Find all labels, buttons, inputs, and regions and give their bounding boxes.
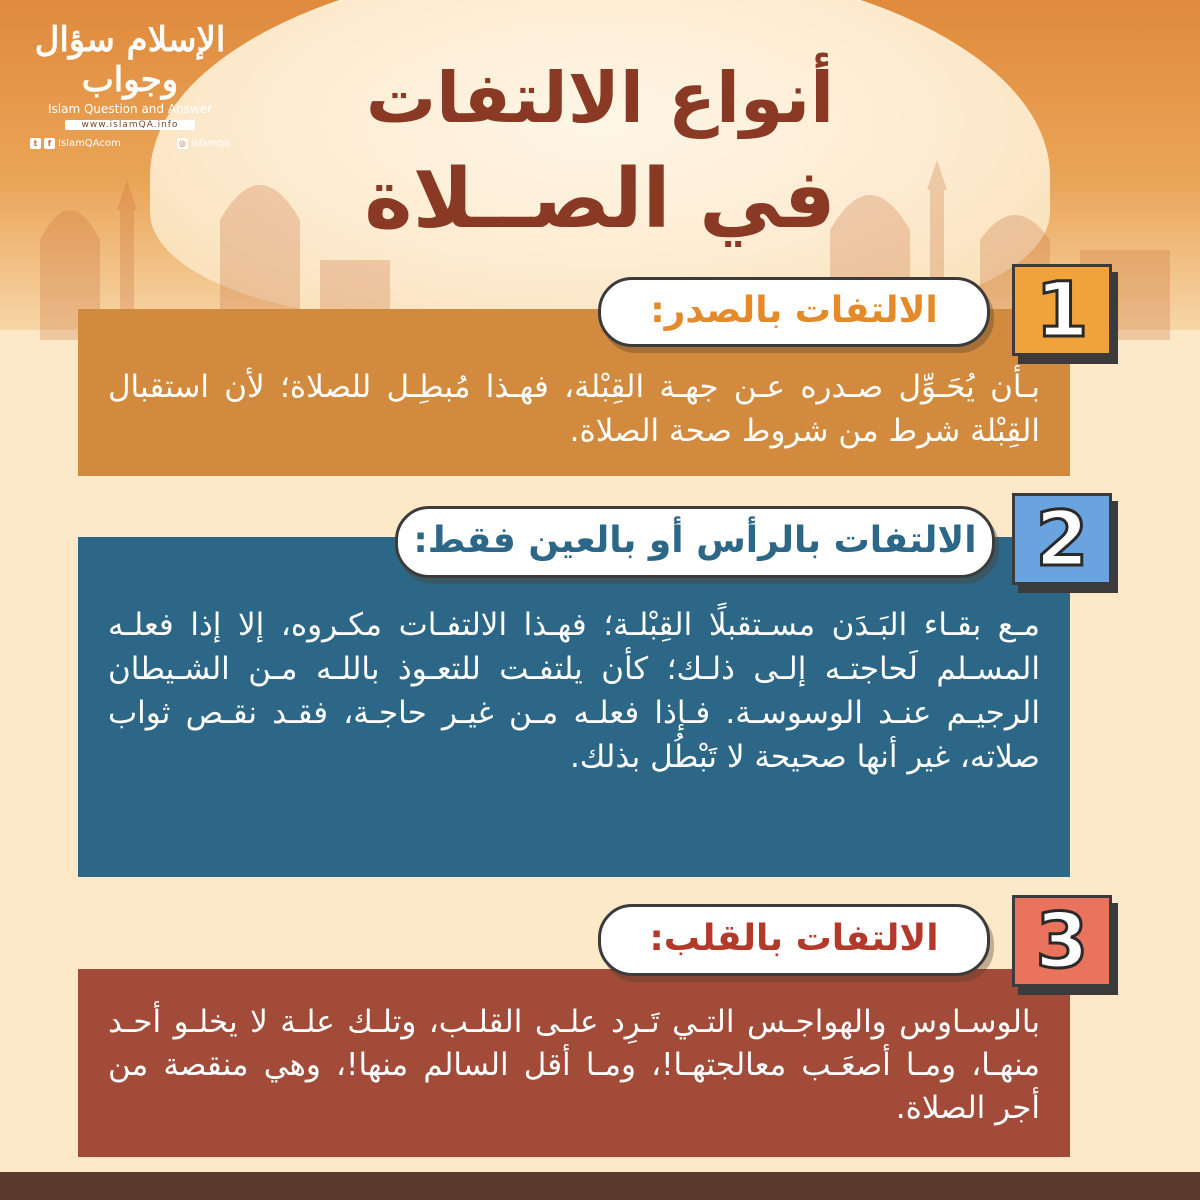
title-line-1: أنواع الالتفات bbox=[365, 57, 835, 139]
section-1-heading: الالتفات بالصدر: bbox=[598, 277, 990, 347]
logo-url[interactable]: www.islamQA.info bbox=[65, 120, 195, 130]
section-3-heading: الالتفات بالقلب: bbox=[598, 904, 990, 976]
social-twitter-facebook[interactable] bbox=[30, 138, 121, 149]
logo-english: Islam Question and Answer bbox=[47, 102, 213, 116]
footer-strip bbox=[0, 1172, 1200, 1200]
page-title bbox=[300, 50, 900, 254]
section-2-number: 2 bbox=[1035, 494, 1089, 583]
section-1-body: بـأن يُحَـوِّل صـدره عـن جهـة القِبْلة، فهـذا مُبطِـل للصلاة؛ لأن استقبال القِبْلة شرط من شروط صحة الصلاة. bbox=[78, 309, 1070, 476]
section-1-number-box bbox=[1012, 264, 1112, 356]
section-2-body: مـع بقـاء البَـدَن مسـتقبلًا القِبْلـة؛ فهـذا الالتفـات مكـروه، إلا إذا فعلـه المسـلم لَحاجتـه إلـى ذلـك؛ كأن يلتفـت للتعـوذ باللـه مـن الشـيطان الرجيـم عنـد الوسوسـة. فـإذا فعلـه مـن غيـر حاجـة، فقـد نقـص ثواب صلاته، غير أنها صحيحة لا تَبْطُل بذلك. bbox=[78, 537, 1070, 877]
section-3-number: 3 bbox=[1035, 896, 1089, 985]
social-instagram[interactable] bbox=[177, 138, 230, 149]
section-1-number: 1 bbox=[1035, 265, 1089, 354]
section-3-body: بالوسـاوس والهواجـس التـي تَـرِد علـى القلـب، وتلـك علـة لا يخلـو أحـد منهـا، ومـا أصعَـب معالجتهـا!، ومـا أقل السالم منها!، وهي منقصة من أجر الصلاة. bbox=[78, 969, 1070, 1157]
facebook-icon: f bbox=[44, 138, 55, 149]
section-2-number-box bbox=[1012, 493, 1112, 585]
logo-arabic: الإسلام سؤال وجواب bbox=[34, 20, 226, 100]
title-line-2: في الصــلاة bbox=[364, 152, 836, 247]
twitter-icon: t bbox=[30, 138, 41, 149]
social-links bbox=[30, 138, 230, 149]
site-logo[interactable] bbox=[30, 20, 230, 149]
social-handle-left: IslamQAcom bbox=[58, 138, 121, 149]
section-3-number-box bbox=[1012, 895, 1112, 987]
social-handle-right: islamqa bbox=[190, 138, 230, 149]
section-2-heading: الالتفات بالرأس أو بالعين فقط: bbox=[395, 506, 995, 578]
instagram-icon: ◎ bbox=[177, 138, 188, 149]
